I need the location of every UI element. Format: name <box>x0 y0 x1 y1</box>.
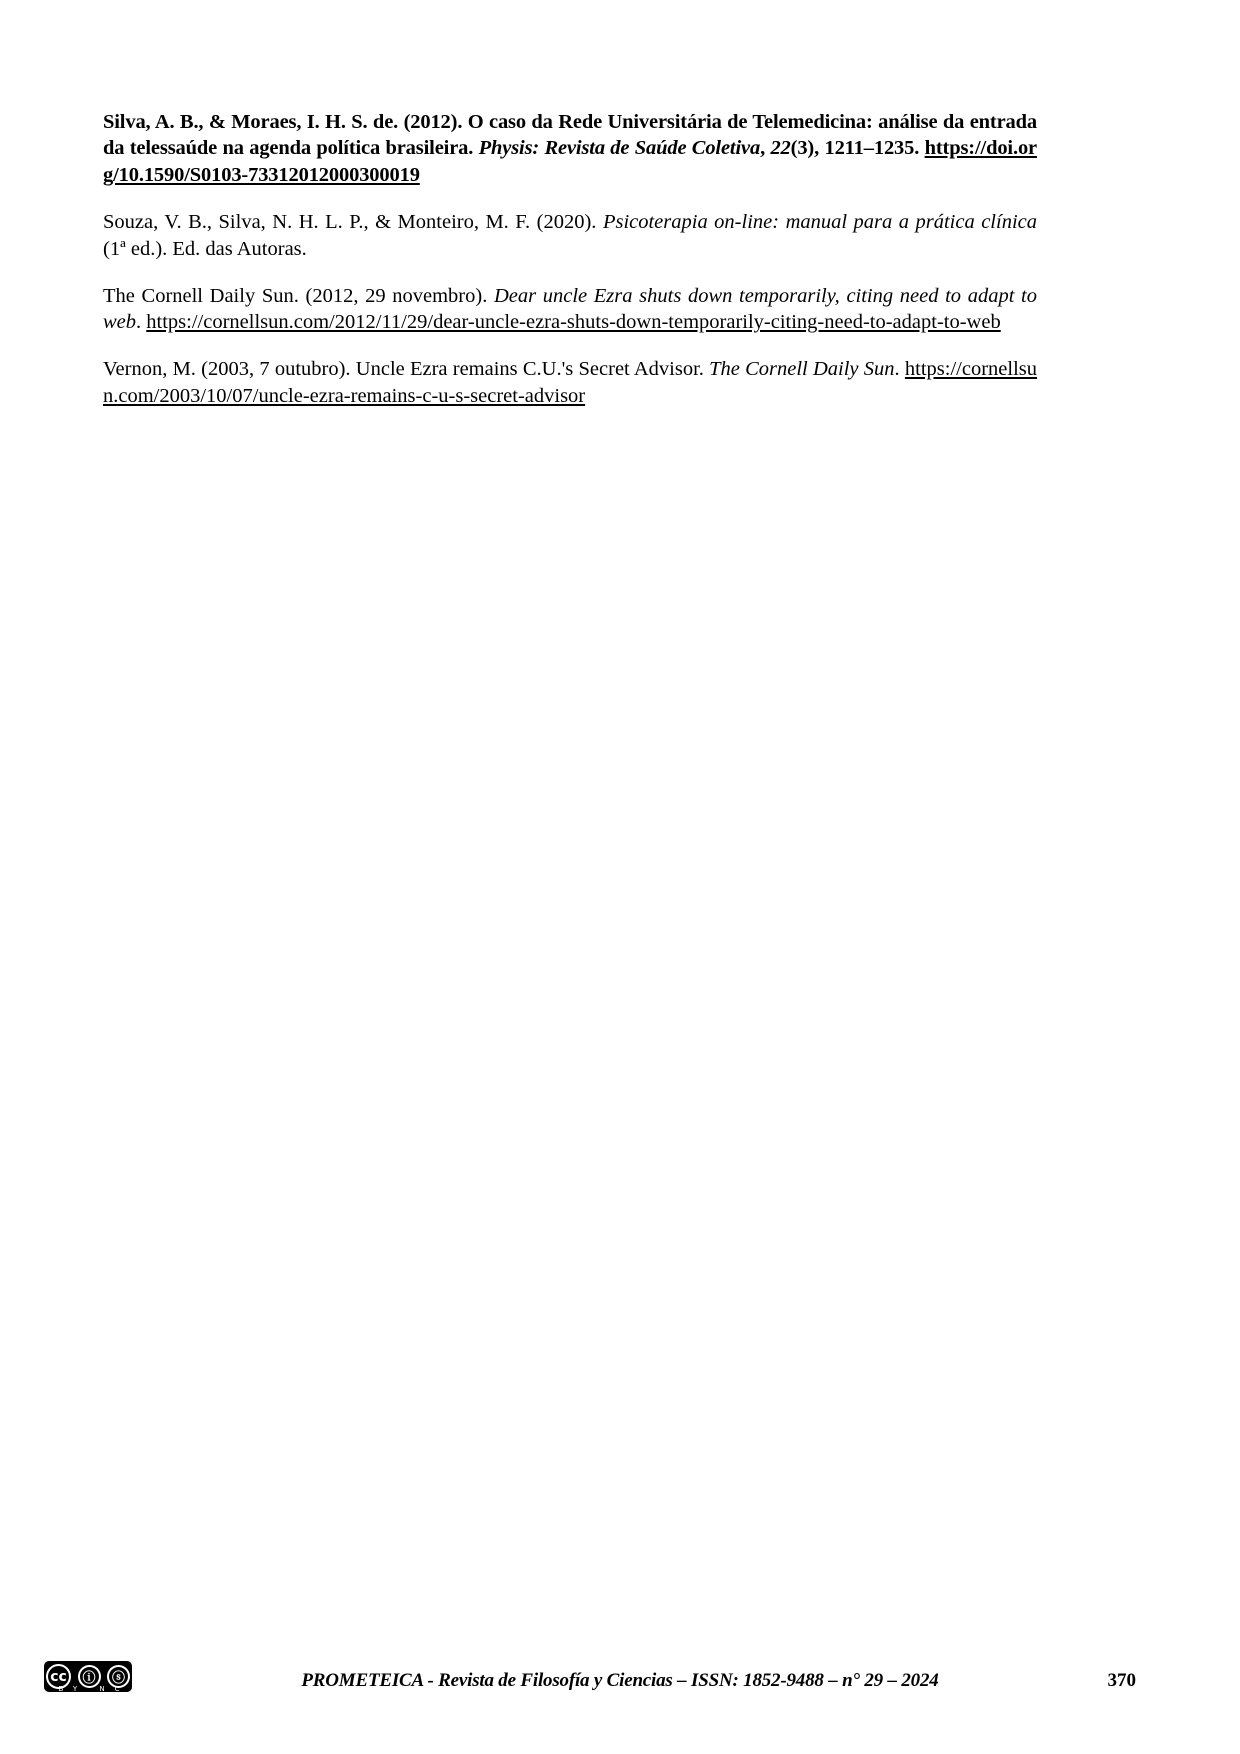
page-footer <box>0 1634 1240 1754</box>
reference-link-doi[interactable]: https://doi.org/10.1590/S0103-73312012000300019 <box>103 137 1037 186</box>
references-list <box>103 88 1037 427</box>
cc-by-icon: ⓘ <box>78 1665 101 1688</box>
footer-page-number: 370 <box>1107 1670 1136 1691</box>
reference-text-2: . <box>136 311 147 334</box>
reference-link-cornellsun-2003[interactable]: https://cornellsun.com/2003/10/07/uncle-ezra-remains-c-u-s-secret-advisor <box>103 358 1038 408</box>
reference-text-3: (3), 1211–1235. <box>790 137 925 160</box>
reference-entry-silva-moraes-2012 <box>103 109 1037 189</box>
reference-article-title: Dear uncle Ezra shuts down temporarily, citing need to adapt to web <box>103 284 1037 334</box>
reference-text: Vernon, M. (2003, 7 outubro). Uncle Ezra remains C.U.'s Secret Advisor. <box>103 358 710 381</box>
reference-text-2: . <box>894 358 905 381</box>
reference-text: The Cornell Daily Sun. (2012, 29 novembro). <box>103 284 494 307</box>
reference-text-2: , <box>760 137 771 160</box>
reference-entry-vernon-2003 <box>103 356 1037 409</box>
reference-source-title: Psicoterapia on-line: manual para a prática clínica <box>602 210 1037 233</box>
cc-nc-icon: ⓢ <box>107 1665 130 1688</box>
reference-entry-cornell-daily-sun-2012 <box>103 283 1037 336</box>
reference-link-cornellsun-2012[interactable]: https://cornellsun.com/2012/11/29/dear-uncle-ezra-shuts-down-temporarily-citing-need-to-adapt-to-web <box>146 311 1001 334</box>
reference-text-2: (1ª ed.). Ed. das Autoras. <box>103 237 307 260</box>
reference-text: Silva, A. B., & Moraes, I. H. S. de. (2012). O caso da Rede Universitária de Telemedicina: análise da entrada da telessaúde na agenda política brasileira. <box>103 110 1037 160</box>
cc-license-sublabel: BY NC <box>58 1685 130 1693</box>
reference-entry-souza-2020 <box>103 209 1037 262</box>
reference-source-title: The Cornell Daily Sun <box>709 358 895 381</box>
reference-text: Souza, V. B., Silva, N. H. L. P., & Monteiro, M. F. (2020). <box>103 210 603 233</box>
cc-icon: cc <box>46 1664 71 1689</box>
footer-journal-line: PROMETEICA - Revista de Filosofía y Ciencias – ISSN: 1852-9488 – n° 29 – 2024 <box>301 1670 939 1691</box>
reference-source-title: Physis: Revista de Saúde Coletiva <box>478 137 761 160</box>
reference-volume: 22 <box>770 137 791 160</box>
